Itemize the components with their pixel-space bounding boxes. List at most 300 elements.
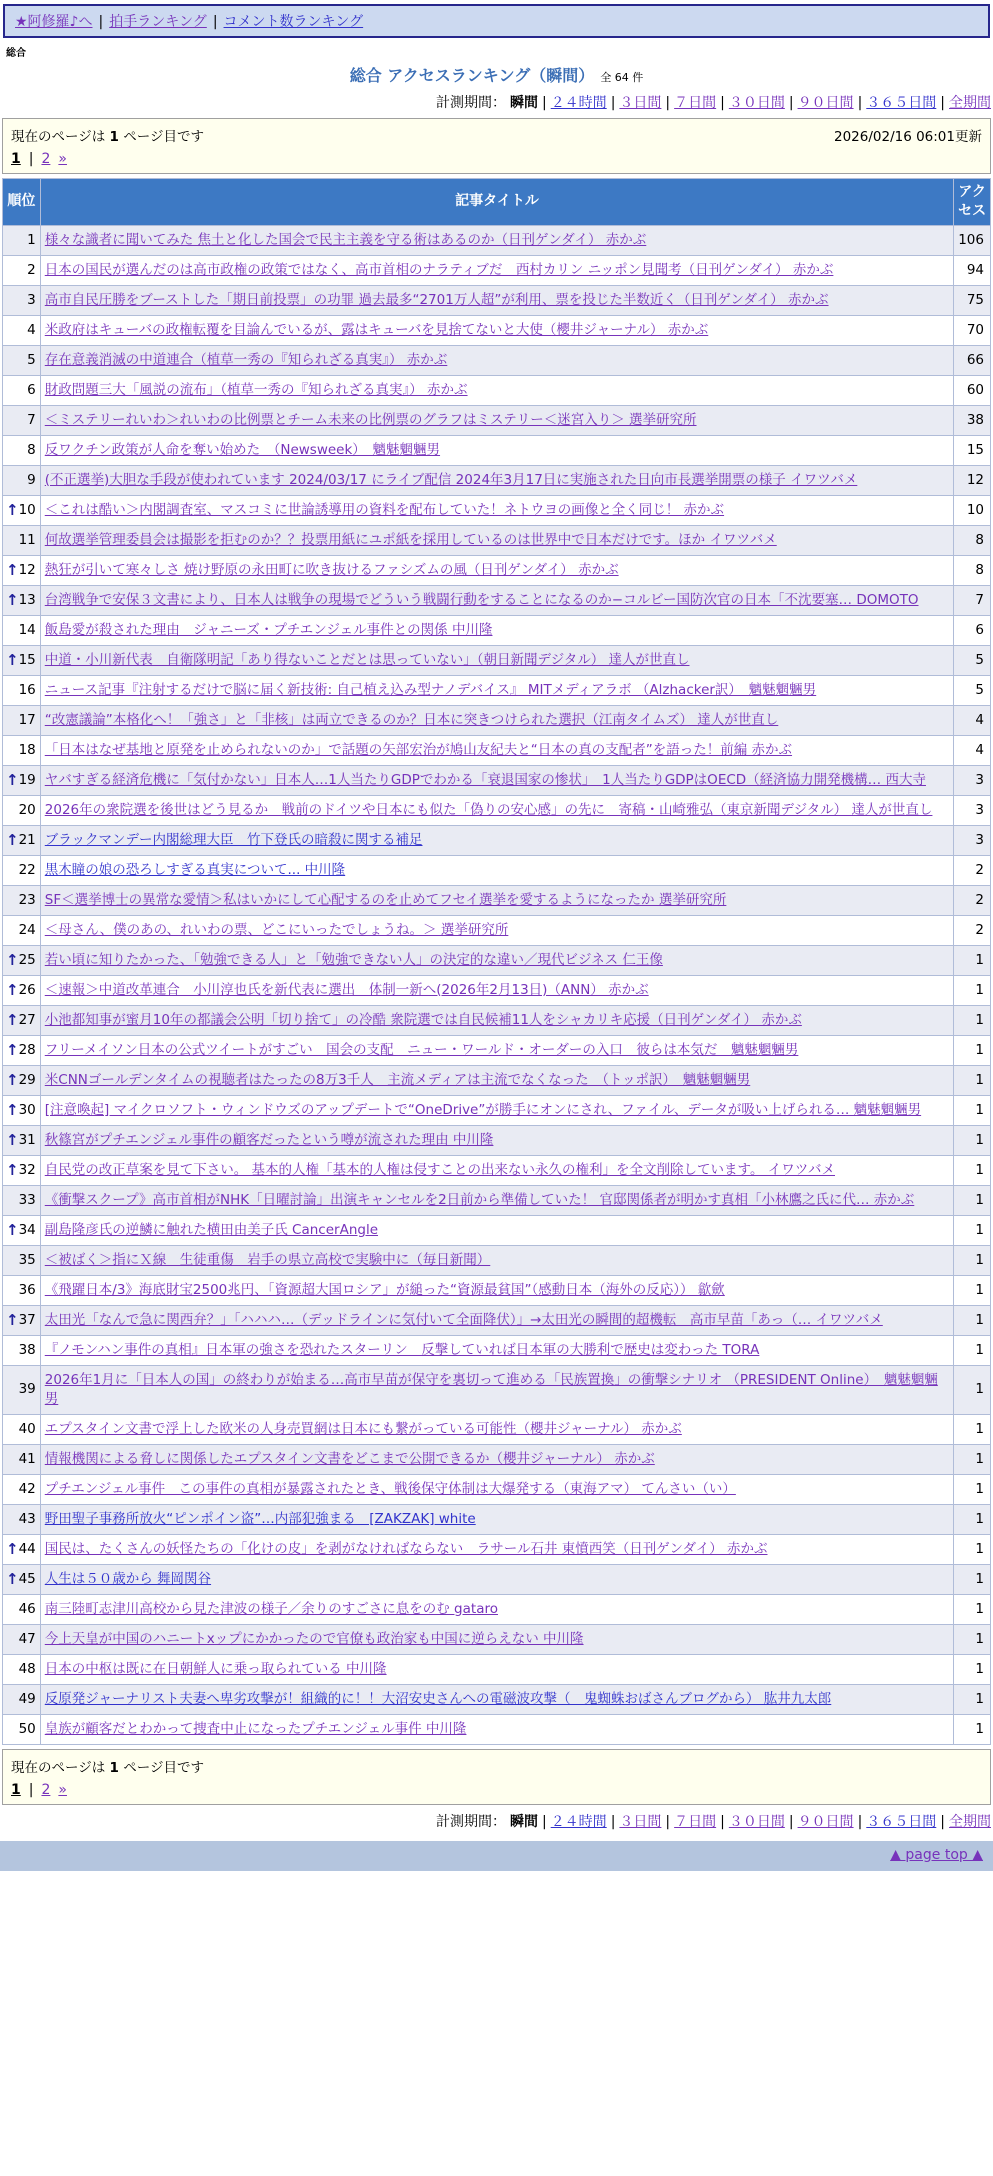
article-link[interactable]: 様々な識者に聞いてみた 焦土と化した国会で民主主義を守る術はあるのか（日刊ゲンダイ） 赤かぶ xyxy=(44,231,647,248)
rank-number: 14 xyxy=(18,621,36,638)
pager-bottom xyxy=(11,1780,982,1800)
table-row xyxy=(3,555,991,585)
rank-number: 35 xyxy=(18,1251,36,1268)
access-cell: 1 xyxy=(954,1185,991,1215)
table-row xyxy=(3,735,991,765)
access-cell: 1 xyxy=(954,945,991,975)
page-title: 総合 アクセスランキング（瞬間） xyxy=(349,66,595,85)
access-cell: 38 xyxy=(954,405,991,435)
rank-cell xyxy=(3,615,41,645)
article-link[interactable]: (不正選挙)大胆な手段が使われています 2024/03/17 にライブ配信 2024年3月17日に実施された日向市長選挙開票の様子 イワツバメ xyxy=(44,471,858,488)
title-cell xyxy=(40,1305,953,1335)
rank-number: 33 xyxy=(18,1191,36,1208)
rank-cell xyxy=(3,1215,41,1245)
title-cell xyxy=(40,675,953,705)
article-link[interactable]: 高市自民圧勝をブーストした「期日前投票」の功罪 過去最多“2701万人超”が利用、票を投じた半数近く（日刊ゲンダイ） 赤かぶ xyxy=(44,291,829,308)
article-link[interactable]: ブラックマンデー内閣総理大臣 竹下登氏の暗殺に関する補足 xyxy=(44,831,423,848)
access-cell: 1 xyxy=(954,1305,991,1335)
rank-up-icon: ↑ xyxy=(6,1040,19,1059)
table-row xyxy=(3,1335,991,1365)
article-link[interactable]: 日本の国民が選んだのは高市政権の政策ではなく、高市首相のナラティブだ 西村カリン ニッポン見聞考（日刊ゲンダイ） 赤かぶ xyxy=(44,261,834,278)
rank-number: 16 xyxy=(18,681,36,698)
access-cell: 1 xyxy=(954,1684,991,1714)
separator: | xyxy=(610,1813,616,1830)
table-row xyxy=(3,1095,991,1125)
article-link[interactable]: 財政問題三大「風説の流布」（植草一秀の『知られざる真実』） 赤かぶ xyxy=(44,381,468,398)
title-cell xyxy=(40,795,953,825)
rank-up-icon: ↑ xyxy=(6,980,19,999)
separator: | xyxy=(98,14,104,30)
access-cell: 106 xyxy=(954,225,991,255)
article-link[interactable]: ＜ミステリーれいわ＞れいわの比例票とチーム未来の比例票のグラフはミステリー＜迷宮入り＞ 選挙研究所 xyxy=(44,411,697,428)
rank-cell xyxy=(3,1335,41,1365)
article-link[interactable]: 自民党の改正草案を見て下さい。 基本的人権「基本的人権は侵すことの出来ない永久の権利」を全文削除しています。 イワツバメ xyxy=(44,1161,835,1178)
article-link[interactable]: ＜速報＞中道改革連合 小川淳也氏を新代表に選出 体制一新へ(2026年2月13日)（ANN） 赤かぶ xyxy=(44,981,649,998)
title-cell xyxy=(40,735,953,765)
rank-cell xyxy=(3,345,41,375)
current-page-prefix: 現在のページは xyxy=(11,129,106,145)
rank-up-icon: ↑ xyxy=(6,1569,19,1588)
separator: | xyxy=(541,1813,547,1830)
rank-number: 23 xyxy=(18,891,36,908)
title-cell xyxy=(40,1125,953,1155)
rank-cell xyxy=(3,1684,41,1714)
rank-cell xyxy=(3,1714,41,1744)
rank-cell xyxy=(3,1654,41,1684)
rank-number: 31 xyxy=(18,1131,36,1148)
title-cell xyxy=(40,345,953,375)
article-link[interactable]: フリーメイソン日本の公式ツイートがすごい 国会の支配 ニュー・ワールド・オーダーの入口 彼らは本気だ 魑魅魍魎男 xyxy=(44,1041,799,1058)
update-timestamp: 2026/02/16 06:01更新 xyxy=(833,129,982,145)
table-row xyxy=(3,1414,991,1444)
access-cell: 1 xyxy=(954,1095,991,1125)
article-link[interactable]: 黒木瞳の娘の恐ろしすぎる真実について... 中川隆 xyxy=(44,861,346,878)
rank-cell xyxy=(3,285,41,315)
period-link[interactable]: 全期間 xyxy=(949,1813,991,1830)
article-link[interactable]: 反ワクチン政策が人命を奪い始めた （Newsweek） 魑魅魍魎男 xyxy=(44,441,441,458)
rank-up-icon: ↑ xyxy=(6,1100,19,1119)
table-row xyxy=(3,1534,991,1564)
pagination-box-top xyxy=(2,118,991,174)
access-cell: 4 xyxy=(954,735,991,765)
article-link[interactable]: 台湾戦争で安保３文書により、日本人は戦争の現場でどういう戦闘行動をすることになるのか−コルビー国防次官の日本「不沈要塞… DOMOTO xyxy=(44,591,919,608)
current-page-text xyxy=(11,1756,204,1776)
article-link[interactable]: 小池都知事が蜜月10年の都議会公明「切り捨て」の冷酷 衆院選では自民候補11人をシャカリキ応援（日刊ゲンダイ） 赤かぶ xyxy=(44,1011,802,1028)
rank-number: 38 xyxy=(18,1341,36,1358)
separator: | xyxy=(28,1781,34,1798)
article-link[interactable]: SF＜選挙博士の異常な愛情＞私はいかにして心配するのを止めてフセイ選挙を愛するようになったか 選挙研究所 xyxy=(44,891,727,908)
access-cell: 1 xyxy=(954,1624,991,1654)
title-cell xyxy=(40,705,953,735)
access-cell: 1 xyxy=(954,1365,991,1414)
access-cell: 2 xyxy=(954,885,991,915)
rank-cell xyxy=(3,945,41,975)
table-row xyxy=(3,1305,991,1335)
article-link[interactable]: ＜母さん、僕のあの、れいわの票、どこにいったでしょうね。＞ 選挙研究所 xyxy=(44,921,509,938)
rank-cell xyxy=(3,1005,41,1035)
table-row xyxy=(3,615,991,645)
period-current: 瞬間 xyxy=(509,95,538,111)
title-cell xyxy=(40,1215,953,1245)
pager-page-2-link[interactable]: 2 xyxy=(41,1781,51,1798)
title-cell xyxy=(40,615,953,645)
period-link[interactable]: ９０日間 xyxy=(797,1813,854,1830)
article-link[interactable]: 若い頃に知りたかった、「勉強できる人」と「勉強できない人」の決定的な違い／現代ビジネス 仁王像 xyxy=(44,951,663,968)
article-link[interactable]: 野田聖子事務所放火“ピンポイン盗”…内部犯強まる [ZAKZAK] white xyxy=(44,1510,476,1527)
rank-number: 2 xyxy=(27,261,36,278)
title-cell xyxy=(40,1035,953,1065)
rank-number: 13 xyxy=(18,591,36,608)
current-page-number: 1 xyxy=(109,1759,119,1776)
access-cell: 75 xyxy=(954,285,991,315)
article-link[interactable]: 飯島愛が殺された理由＿ジャニーズ・プチエンジェル事件との関係 中川隆 xyxy=(44,621,493,638)
access-cell: 8 xyxy=(954,525,991,555)
table-row xyxy=(3,285,991,315)
access-cell: 60 xyxy=(954,375,991,405)
table-row xyxy=(3,1365,991,1414)
separator: | xyxy=(665,95,671,111)
table-row xyxy=(3,885,991,915)
article-link[interactable]: 反原発ジャーナリスト夫妻へ卑劣攻撃が！組織的に！！大沼安史さんへの電磁波攻撃（ 鬼蜘蛛おばさんブログから） 肱井九太郎 xyxy=(44,1690,832,1707)
article-link[interactable]: 存在意義消滅の中道連合（植草一秀の『知られざる真実』） 赤かぶ xyxy=(44,351,448,368)
period-link[interactable]: ３日間 xyxy=(619,1813,662,1830)
rank-cell xyxy=(3,1624,41,1654)
period-link[interactable]: ７日間 xyxy=(674,1813,717,1830)
rank-number: 30 xyxy=(18,1101,36,1118)
title-cell xyxy=(40,1564,953,1594)
article-link[interactable]: 南三陸町志津川高校から見た津波の様子／余りのすごさに息をのむ gataro xyxy=(44,1600,498,1617)
rank-number: 22 xyxy=(18,861,36,878)
article-link[interactable]: 太田光「なんで急に関西弁？」「ハハハ…（デッドラインに気付いて全面降伏）」→太田光の瞬間的超機転 高市早苗「あっ（… イワツバメ xyxy=(44,1311,883,1328)
table-row xyxy=(3,1065,991,1095)
pager-current-page: 1 xyxy=(11,1781,21,1798)
rank-up-icon: ↑ xyxy=(6,1010,19,1029)
period-label: 計測期間： xyxy=(435,1813,506,1830)
table-row xyxy=(3,525,991,555)
access-cell: 1 xyxy=(954,1335,991,1365)
period-link[interactable]: ２４時間 xyxy=(550,95,607,111)
current-page-suffix: ページ目です xyxy=(123,129,204,145)
rank-up-icon: ↑ xyxy=(6,1220,19,1239)
article-link[interactable]: 「日本はなぜ基地と原発を止められないのか」で話題の矢部宏治が鳩山友紀夫と“日本の真の支配者”を語った！前編 赤かぶ xyxy=(44,741,793,758)
access-cell: 1 xyxy=(954,1125,991,1155)
table-row xyxy=(3,1684,991,1714)
rank-number: 44 xyxy=(18,1540,36,1557)
access-cell: 1 xyxy=(954,1444,991,1474)
rank-number: 18 xyxy=(18,741,36,758)
article-link[interactable]: ニュース記事『注射するだけで脳に届く新技術: 自己植え込み型ナノデバイス』 MITメディアラボ （Alzhacker訳） 魑魅魍魎男 xyxy=(44,681,817,698)
table-row xyxy=(3,645,991,675)
rank-cell xyxy=(3,1305,41,1335)
current-page-number: 1 xyxy=(109,129,119,145)
page-top-bar xyxy=(0,1841,993,1871)
rank-number: 36 xyxy=(18,1281,36,1298)
bottom-spacer xyxy=(0,1871,993,1931)
rank-cell xyxy=(3,585,41,615)
rank-number: 12 xyxy=(18,561,36,578)
rank-cell xyxy=(3,1155,41,1185)
article-link[interactable]: ＜被ばく＞指にＸ線 生徒重傷 岩手の県立高校で実験中に（毎日新聞） xyxy=(44,1251,491,1268)
article-link[interactable]: 中道・小川新代表 自衛隊明記「あり得ないことだとは思っていない」（朝日新聞デジタル） 達人が世直し xyxy=(44,651,690,668)
rank-cell xyxy=(3,705,41,735)
table-row xyxy=(3,435,991,465)
article-link[interactable]: [注意喚起] マイクロソフト・ウィンドウズのアップデートで“OneDrive”が勝手にオンにされ、ファイル、データが吸い上げられる… 魑魅魍魎男 xyxy=(44,1101,922,1118)
title-cell xyxy=(40,1065,953,1095)
rank-cell xyxy=(3,225,41,255)
rank-number: 3 xyxy=(27,291,36,308)
rank-cell xyxy=(3,1474,41,1504)
table-row xyxy=(3,1624,991,1654)
period-link[interactable]: ３６５日間 xyxy=(866,95,937,111)
pager-next-link[interactable]: » xyxy=(58,151,67,167)
article-link[interactable]: 人生は５０歳から 舞岡関谷 xyxy=(44,1570,212,1587)
table-row xyxy=(3,1504,991,1534)
article-link[interactable]: 何故選挙管理委員会は撮影を拒むのか？？投票用紙にユポ紙を採用しているのは世界中で日本だけです。ほか イワツバメ xyxy=(44,531,777,548)
table-row xyxy=(3,1444,991,1474)
access-cell: 66 xyxy=(954,345,991,375)
table-row xyxy=(3,585,991,615)
rank-number: 8 xyxy=(27,441,36,458)
pagination-box-bottom xyxy=(2,1749,991,1805)
rank-cell xyxy=(3,1365,41,1414)
article-link[interactable]: 国民は、たくさんの妖怪たちの「化けの皮」を剥がなければならない ラサール石井 東憤西笑（日刊ゲンダイ） 赤かぶ xyxy=(44,1540,768,1557)
rank-column-header: 順位 xyxy=(3,179,41,226)
separator: | xyxy=(857,95,863,111)
table-row xyxy=(3,1005,991,1035)
title-cell xyxy=(40,1155,953,1185)
rank-cell xyxy=(3,405,41,435)
title-cell xyxy=(40,1534,953,1564)
title-cell xyxy=(40,225,953,255)
rank-cell xyxy=(3,255,41,285)
article-link[interactable]: 2026年の衆院選を後世はどう見るか 戦前のドイツや日本にも似た「偽りの安心感」の先に 寄稿・山崎雅弘（東京新聞デジタル） 達人が世直し xyxy=(44,801,933,818)
current-page-text xyxy=(11,125,204,145)
article-link[interactable]: 《飛躍日本/3》海底財宝2500兆円、「資源超大国ロシア」が縋った“資源最貧国”（感動日本（海外の反応）） 歙歛 xyxy=(44,1281,725,1298)
table-header-row xyxy=(3,179,991,226)
table-row xyxy=(3,945,991,975)
rank-number: 28 xyxy=(18,1041,36,1058)
rank-up-icon: ↑ xyxy=(6,830,19,849)
period-link[interactable]: ７日間 xyxy=(674,95,717,111)
rank-number: 25 xyxy=(18,951,36,968)
rank-number: 37 xyxy=(18,1311,36,1328)
period-link[interactable]: ３日間 xyxy=(619,95,662,111)
page-top-link[interactable]: ▲ page top ▲ xyxy=(890,1846,983,1863)
title-cell xyxy=(40,1594,953,1624)
rank-number: 26 xyxy=(18,981,36,998)
table-row xyxy=(3,825,991,855)
access-cell: 2 xyxy=(954,855,991,885)
article-link[interactable]: 秋篠宮がプチエンジェル事件の顧客だったという噂が流された理由 中川隆 xyxy=(44,1131,494,1148)
title-cell xyxy=(40,1005,953,1035)
period-selector-top xyxy=(0,92,991,112)
rank-up-icon: ↑ xyxy=(6,560,19,579)
title-cell xyxy=(40,315,953,345)
rank-cell xyxy=(3,1414,41,1444)
access-cell: 94 xyxy=(954,255,991,285)
access-cell: 1 xyxy=(954,1564,991,1594)
article-link[interactable]: 今上天皇が中国のハニートxップにかかったので官僚も政治家も中国に逆らえない 中川隆 xyxy=(44,1630,584,1647)
rank-up-icon: ↑ xyxy=(6,1130,19,1149)
title-cell xyxy=(40,585,953,615)
table-row xyxy=(3,1215,991,1245)
rank-cell xyxy=(3,435,41,465)
table-row xyxy=(3,915,991,945)
pager-next-link[interactable]: » xyxy=(58,1781,67,1798)
access-cell: 1 xyxy=(954,1414,991,1444)
article-link[interactable]: 2026年1月に「日本人の国」の終わりが始まる…高市早苗が保守を裏切って進める「民族置換」の衝撃シナリオ （PRESIDENT Online） 魑魅魍魎男 xyxy=(44,1371,938,1407)
access-cell: 1 xyxy=(954,1474,991,1504)
title-cell xyxy=(40,1444,953,1474)
table-row xyxy=(3,1245,991,1275)
rank-number: 1 xyxy=(27,231,36,248)
separator: | xyxy=(940,95,945,111)
rank-cell xyxy=(3,1444,41,1474)
access-cell: 1 xyxy=(954,1155,991,1185)
article-link[interactable]: プチエンジェル事件 この事件の真相が暴露されたとき、戦後保守体制は大爆発する（東海アマ） てんさい（い） xyxy=(44,1480,736,1497)
access-cell: 1 xyxy=(954,1215,991,1245)
title-cell xyxy=(40,645,953,675)
current-page-prefix: 現在のページは xyxy=(11,1759,106,1776)
article-link[interactable]: ＜これは酷い＞内閣調査室、マスコミに世論誘導用の資料を配布していた！ネトウヨの画像と全く同じ！ 赤かぶ xyxy=(44,501,725,518)
current-page-suffix: ページ目です xyxy=(123,1759,204,1776)
pager-current-page: 1 xyxy=(11,151,21,167)
title-cell xyxy=(40,1474,953,1504)
article-link[interactable]: 情報機関による脅しに関係したエプスタイン文書をどこまで公開できるか（櫻井ジャーナル） 赤かぶ xyxy=(44,1450,655,1467)
table-row xyxy=(3,1275,991,1305)
separator: | xyxy=(788,1813,794,1830)
rank-cell xyxy=(3,375,41,405)
separator: | xyxy=(541,95,547,111)
rank-cell xyxy=(3,495,41,525)
period-link[interactable]: ３６５日間 xyxy=(866,1813,937,1830)
access-cell: 10 xyxy=(954,495,991,525)
title-column-header: 記事タイトル xyxy=(40,179,953,226)
table-row xyxy=(3,375,991,405)
article-link[interactable]: 米CNNゴールデンタイムの視聴者はたったの8万3千人 主流メディアは主流でなくなった （トッポ訳） 魑魅魍魎男 xyxy=(44,1071,751,1088)
title-cell xyxy=(40,915,953,945)
rank-number: 24 xyxy=(18,921,36,938)
access-cell: 4 xyxy=(954,705,991,735)
access-cell: 3 xyxy=(954,825,991,855)
rank-number: 17 xyxy=(18,711,36,728)
rank-number: 5 xyxy=(27,351,36,368)
nav-link[interactable]: コメント数ランキング xyxy=(223,14,364,30)
rank-number: 42 xyxy=(18,1480,36,1497)
rank-up-icon: ↑ xyxy=(6,1539,19,1558)
rank-number: 19 xyxy=(18,771,36,788)
table-row xyxy=(3,1035,991,1065)
table-row xyxy=(3,495,991,525)
separator: | xyxy=(665,1813,671,1830)
period-link[interactable]: 全期間 xyxy=(949,95,991,111)
title-cell xyxy=(40,525,953,555)
table-row xyxy=(3,675,991,705)
nav-link[interactable]: ★阿修羅♪へ xyxy=(15,14,93,30)
access-cell: 1 xyxy=(954,1594,991,1624)
access-cell: 1 xyxy=(954,1504,991,1534)
title-cell xyxy=(40,1684,953,1714)
pager-page-2-link[interactable]: 2 xyxy=(41,151,51,167)
article-link[interactable]: 熱狂が引いて寒々しさ 焼け野原の永田町に吹き抜けるファシズムの風（日刊ゲンダイ） 赤かぶ xyxy=(44,561,619,578)
site-nav-bar xyxy=(3,4,990,38)
period-link[interactable]: ２４時間 xyxy=(550,1813,607,1830)
title-cell xyxy=(40,405,953,435)
table-row xyxy=(3,1474,991,1504)
access-cell: 1 xyxy=(954,1035,991,1065)
title-cell xyxy=(40,1714,953,1744)
rank-cell xyxy=(3,825,41,855)
table-row xyxy=(3,765,991,795)
total-count: 全 64 件 xyxy=(600,71,644,84)
table-row xyxy=(3,1564,991,1594)
rank-number: 41 xyxy=(18,1450,36,1467)
title-cell xyxy=(40,945,953,975)
rank-number: 47 xyxy=(18,1630,36,1647)
title-cell xyxy=(40,375,953,405)
title-cell xyxy=(40,1245,953,1275)
table-row xyxy=(3,1185,991,1215)
article-link[interactable]: 『ノモンハン事件の真相』日本軍の強さを恐れたスターリン 反撃していれば日本軍の大勝利で歴史は変わった TORA xyxy=(44,1341,760,1358)
ranking-table xyxy=(2,178,991,1745)
article-link[interactable]: ヤバすぎる経済危機に「気付かない」日本人…1人当たりGDPでわかる「衰退国家の惨状」 1人当たりGDPはOECD（経済協力開発機構… 西大寺 xyxy=(44,771,926,788)
access-cell: 5 xyxy=(954,675,991,705)
rank-cell xyxy=(3,1035,41,1065)
rank-cell xyxy=(3,855,41,885)
rank-number: 45 xyxy=(18,1570,36,1587)
rank-up-icon: ↑ xyxy=(6,650,19,669)
rank-cell xyxy=(3,675,41,705)
rank-cell xyxy=(3,1125,41,1155)
rank-number: 6 xyxy=(27,381,36,398)
access-cell: 1 xyxy=(954,1005,991,1035)
separator: | xyxy=(788,95,794,111)
access-cell: 1 xyxy=(954,1654,991,1684)
table-row xyxy=(3,255,991,285)
nav-link[interactable]: 拍手ランキング xyxy=(109,14,207,30)
rank-cell xyxy=(3,1185,41,1215)
table-row xyxy=(3,705,991,735)
title-cell xyxy=(40,255,953,285)
article-link[interactable]: 《衝撃スクープ》高市首相がNHK「日曜討論」出演キャンセルを2日前から準備していた！ 官邸関係者が明かす真相「小林鷹之氏に代… 赤かぶ xyxy=(44,1191,915,1208)
access-cell: 12 xyxy=(954,465,991,495)
period-link[interactable]: ９０日間 xyxy=(797,95,854,111)
table-row xyxy=(3,1125,991,1155)
rank-number: 29 xyxy=(18,1071,36,1088)
rank-number: 50 xyxy=(18,1720,36,1737)
article-link[interactable]: 日本の中枢は既に在日朝鮮人に乗っ取られている 中川隆 xyxy=(44,1660,387,1677)
rank-number: 32 xyxy=(18,1161,36,1178)
rank-cell xyxy=(3,525,41,555)
title-cell xyxy=(40,885,953,915)
title-cell xyxy=(40,285,953,315)
period-label: 計測期間： xyxy=(435,95,506,111)
access-cell: 5 xyxy=(954,645,991,675)
period-link[interactable]: ３０日間 xyxy=(728,1813,785,1830)
article-link[interactable]: 副島隆彦氏の逆鱗に触れた横田由美子氏 CancerAngle xyxy=(44,1221,379,1238)
article-link[interactable]: “改憲議論”本格化へ！「強さ」と「非核」は両立できるのか？日本に突きつけられた選択（江南タイムズ） 達人が世直し xyxy=(44,711,779,728)
article-link[interactable]: エプスタイン文書で浮上した欧米の人身売買網は日本にも繋がっている可能性（櫻井ジャーナル） 赤かぶ xyxy=(44,1420,682,1437)
article-link[interactable]: 皇族が顧客だとわかって捜査中止になったプチエンジェル事件 中川隆 xyxy=(44,1720,467,1737)
rank-up-icon: ↑ xyxy=(6,1310,19,1329)
period-link[interactable]: ３０日間 xyxy=(728,95,785,111)
article-link[interactable]: 米政府はキューバの政権転覆を目論んでいるが、露はキューバを見捨てないと大使（櫻井ジャーナル） 赤かぶ xyxy=(44,321,709,338)
pager-top xyxy=(11,149,982,169)
title-cell xyxy=(40,1624,953,1654)
rank-cell xyxy=(3,795,41,825)
title-cell xyxy=(40,1095,953,1125)
access-cell: 1 xyxy=(954,1714,991,1744)
